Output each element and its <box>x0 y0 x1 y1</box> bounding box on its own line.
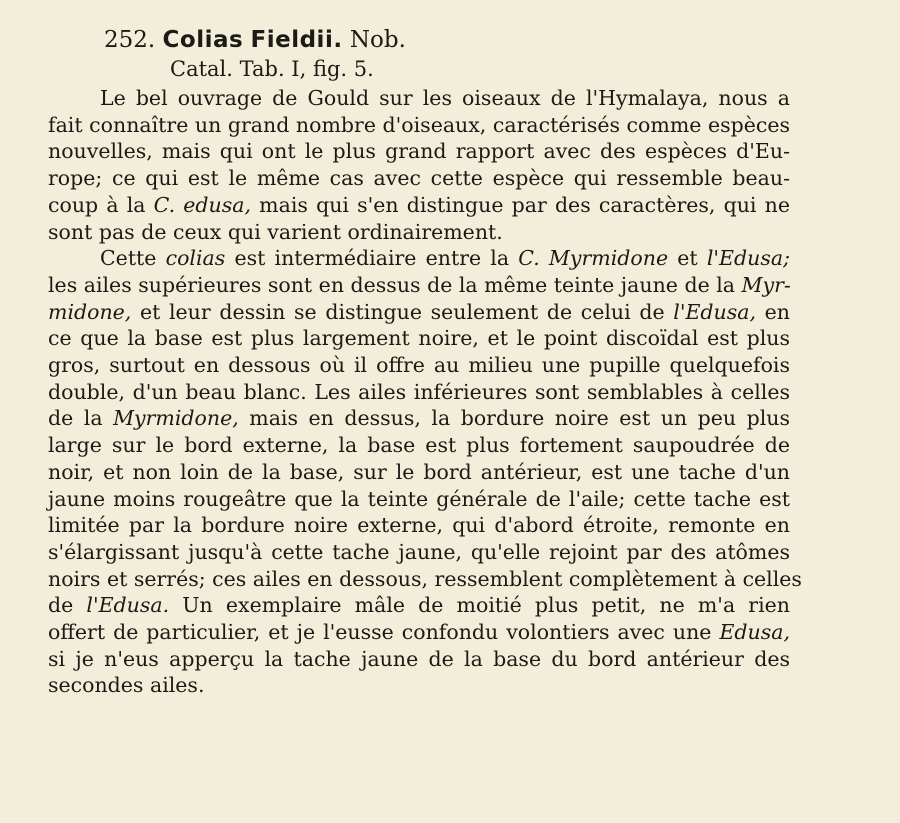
text-segment: C. edusa, <box>153 192 252 217</box>
text-line <box>48 325 790 352</box>
text-line <box>48 352 790 379</box>
text-segment: en <box>756 299 791 324</box>
text-line <box>48 459 790 486</box>
text-segment: Le bel ouvrage de Gould sur les oiseaux de l'Hymalaya, nous a <box>100 86 790 110</box>
paragraph <box>48 245 802 699</box>
entry-heading <box>104 26 790 55</box>
text-segment: secondes ailes. <box>48 673 205 698</box>
text-line <box>48 112 790 139</box>
text-line <box>48 405 790 432</box>
text-segment: Edusa, <box>719 620 790 645</box>
text-segment: jaune moins rougeâtre que la teinte générale de l'aile; cette tache est <box>48 486 790 511</box>
text-segment: noir, et non loin de la base, sur le bord antérieur, est une tache d'un <box>48 459 790 484</box>
text-line <box>48 85 790 112</box>
text-line <box>48 672 790 699</box>
text-segment: de la <box>48 406 114 431</box>
paragraph <box>48 85 790 245</box>
text-line <box>48 138 790 165</box>
text-segment: double, d'un beau blanc. Les ailes inférieures sont semblables à celles <box>48 379 790 404</box>
text-segment: fait connaître un grand nombre d'oiseaux, caractérisés comme espèces <box>48 112 790 137</box>
text-line <box>48 646 790 673</box>
catalog-reference: Catal. Tab. I, fig. 5. <box>170 57 374 81</box>
text-line <box>48 245 790 272</box>
text-segment: de <box>48 593 87 618</box>
entry-number: 252. <box>104 27 156 53</box>
text-segment: Myrmidone, <box>113 406 239 431</box>
text-segment: noirs et serrés; ces ailes en dessous, ressemblent complètement à celles <box>48 566 802 591</box>
text-segment: et leur dessin se distingue seulement de celui de <box>131 299 674 324</box>
text-segment: limitée par la bordure noire externe, qui d'abord étroite, remonte en <box>48 513 790 538</box>
text-segment: si je n'eus apperçu la tache jaune de la base du bord antérieur des <box>48 646 790 671</box>
text-segment: large sur le bord externe, la base est plus fortement saupoudrée de <box>48 433 790 458</box>
text-segment: ce que la base est plus largement noire, et le point discoïdal est plus <box>48 326 790 351</box>
text-segment: est intermédiaire entre la <box>225 246 519 271</box>
text-segment: C. Myrmidone <box>518 246 669 271</box>
text-line <box>48 299 790 326</box>
text-segment: gros, surtout en dessous où il offre au milieu une pupille quelquefois <box>48 353 790 378</box>
species-name: Fieldii. <box>250 27 343 53</box>
text-line <box>48 272 790 299</box>
text-line <box>48 486 790 513</box>
text-segment: mais qui s'en distingue par des caractères, qui ne <box>251 192 790 217</box>
text-line <box>48 539 790 566</box>
text-segment: rope; ce qui est le même cas avec cette espèce qui ressemble beau- <box>48 166 790 191</box>
text-segment: coup à la <box>48 192 154 217</box>
text-segment: colias <box>165 246 226 271</box>
text-line <box>48 432 790 459</box>
text-segment: sont pas de ceux qui varient ordinairement. <box>48 219 503 244</box>
text-line <box>48 592 790 619</box>
text-line <box>48 379 790 406</box>
text-segment: nouvelles, mais qui ont le plus grand rapport avec des espèces d'Eu- <box>48 139 790 164</box>
text-line <box>48 566 802 593</box>
body-text <box>48 85 802 699</box>
text-segment: s'élargissant jusqu'à cette tache jaune, qu'elle rejoint par des atômes <box>48 539 790 564</box>
text-segment: offert de particulier, et je l'eusse confondu volontiers avec une <box>48 620 720 645</box>
text-line <box>48 619 790 646</box>
text-segment: l'Edusa; <box>706 246 790 271</box>
text-segment: l'Edusa. <box>86 593 170 618</box>
genus-name: Colias <box>162 27 244 53</box>
text-segment: Cette <box>100 246 166 271</box>
text-line <box>48 165 790 192</box>
text-segment: les ailes supérieures sont en dessus de la même teinte jaune de la <box>48 272 742 297</box>
text-segment: midone, <box>48 299 132 324</box>
text-line <box>48 512 790 539</box>
authority: Nob. <box>349 27 406 53</box>
text-segment: et <box>668 246 707 271</box>
text-segment: Un exemplaire mâle de moitié plus petit, ne m'a rien <box>169 593 790 618</box>
text-line <box>48 219 790 246</box>
text-line <box>48 192 790 219</box>
text-segment: l'Edusa, <box>673 299 757 324</box>
text-segment: Myr- <box>741 272 791 297</box>
text-segment: mais en dessus, la bordure noire est un peu plus <box>238 406 790 431</box>
